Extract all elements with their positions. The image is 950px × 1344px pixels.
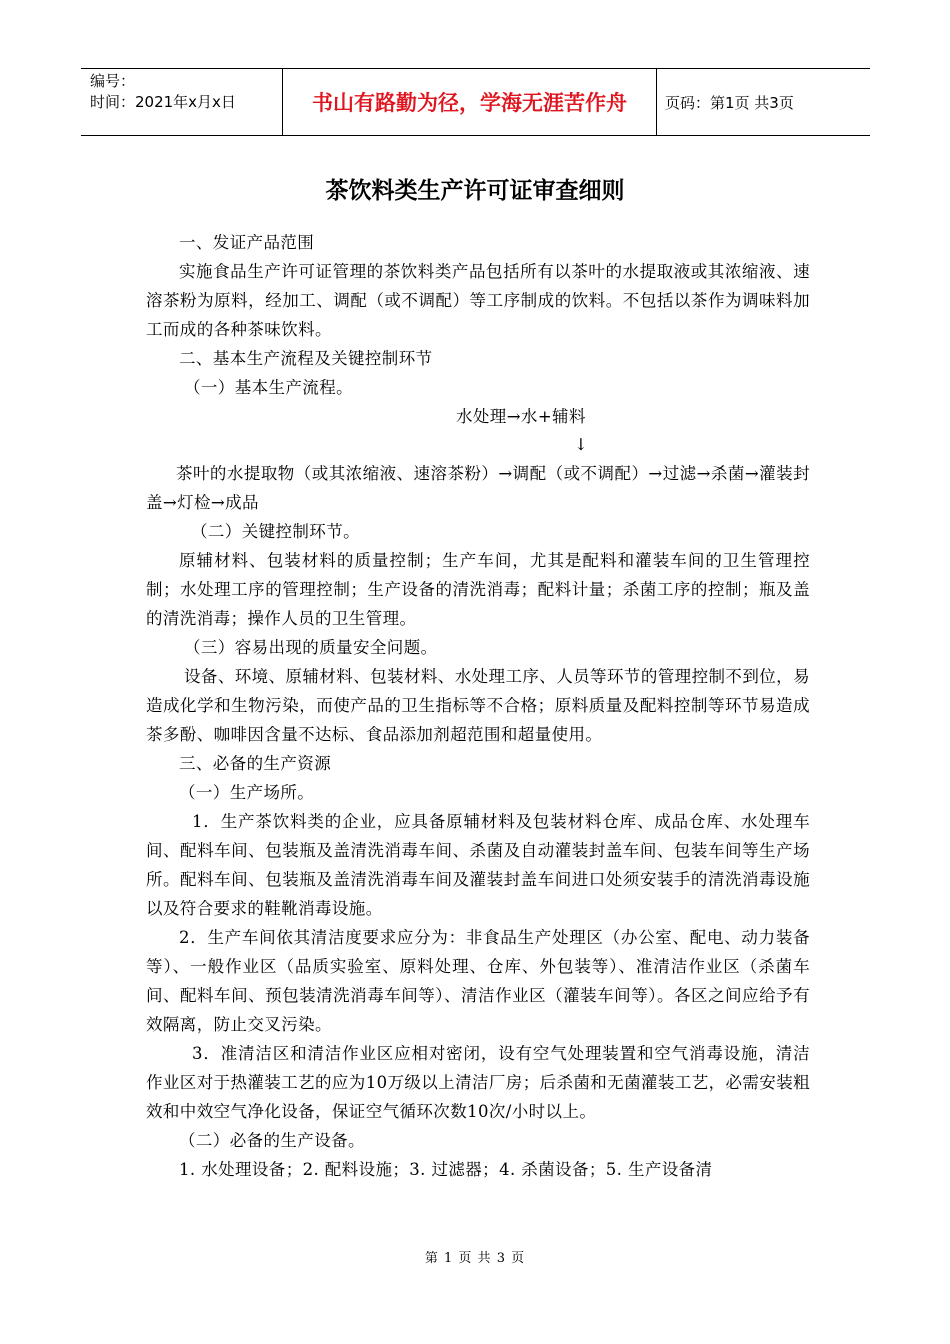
document-body — [146, 228, 810, 1184]
paragraph: 原辅材料、包装材料的质量控制；生产车间，尤其是配料和灌装车间的卫生管理控制；水处理工序的管理控制；生产设备的清洗消毒；配料计量；杀菌工序的控制；瓶及盖的清洗消毒；操作人员的卫生管理。 — [146, 551, 810, 628]
subsection-heading: （一）生产场所。 — [179, 783, 315, 802]
paragraph: 3．准清洁区和清洁作业区应相对密闭，设有空气处理装置和空气消毒设施，清洁作业区对于热灌装工艺的应为10万级以上清洁厂房；后杀菌和无菌灌装工艺，必需安装粗效和中效空气净化设备，保证空气循环次数10次/小时以上。 — [146, 1044, 810, 1121]
header-motto: 书山有路勤为径，学海无涯苦作舟 — [283, 69, 657, 135]
subsection-heading: （三）容易出现的质量安全问题。 — [184, 638, 438, 657]
header-meta-cell — [81, 69, 283, 135]
section-heading: 一、发证产品范围 — [179, 233, 315, 252]
subsection-heading: （二）必备的生产设备。 — [179, 1131, 365, 1150]
paragraph: 实施食品生产许可证管理的茶饮料类产品包括所有以茶叶的水提取液或其浓缩液、速溶茶粉为原料，经加工、调配（或不调配）等工序制成的饮料。不包括以茶作为调味料加工而成的各种茶味饮料。 — [146, 262, 810, 339]
down-arrow-icon: ↓ — [574, 435, 589, 454]
flow-step-water: 水处理→水+辅料 — [456, 407, 586, 426]
header-page-info: 页码：第1页 共3页 — [665, 93, 794, 112]
document-date: 时间：2021年x月x日 — [90, 93, 236, 111]
paragraph: 设备、环境、原辅材料、包装材料、水处理工序、人员等环节的管理控制不到位，易造成化学和生物污染，而使产品的卫生指标等不合格；原料质量及配料控制等环节易造成茶多酚、咖啡因含量不达标、食品添加剂超范围和超量使用。 — [146, 667, 810, 744]
document-number-label: 编号： — [90, 72, 136, 90]
section-heading: 二、基本生产流程及关键控制环节 — [179, 349, 433, 368]
section-heading: 三、必备的生产资源 — [179, 754, 332, 773]
page-footer: 第 1 页 共 3 页 — [424, 1251, 526, 1266]
subsection-heading: （一）基本生产流程。 — [184, 378, 353, 397]
paragraph: 2．生产车间依其清洁度要求应分为：非食品生产处理区（办公室、配电、动力装备等）、一般作业区（品质实验室、原料处理、仓库、外包装等）、准清洁作业区（杀菌车间、配料车间、预包装清洗消毒车间等）、清洁作业区（灌装车间等）。各区之间应给予有效隔离，防止交叉污染。 — [146, 928, 810, 1034]
subsection-heading: （二）关键控制环节。 — [191, 522, 360, 541]
paragraph: 1．生产茶饮料类的企业，应具备原辅材料及包装材料仓库、成品仓库、水处理车间、配料车间、包装瓶及盖清洗消毒车间、杀菌及自动灌装封盖车间、包装车间等生产场所。配料车间、包装瓶及盖清洗消毒车间及灌装封盖车间进口处须安装手的清洗消毒设施以及符合要求的鞋靴消毒设施。 — [146, 812, 810, 918]
paragraph: 1. 水处理设备；2. 配料设施；3. 过滤器；4. 杀菌设备；5. 生产设备清 — [179, 1160, 713, 1179]
document-title: 茶饮料类生产许可证审查细则 — [325, 178, 625, 204]
flow-process: 茶叶的水提取物（或其浓缩液、速溶茶粉）→调配（或不调配）→过滤→杀菌→灌装封盖→灯检→成品 — [146, 464, 810, 512]
header-table — [81, 68, 870, 136]
